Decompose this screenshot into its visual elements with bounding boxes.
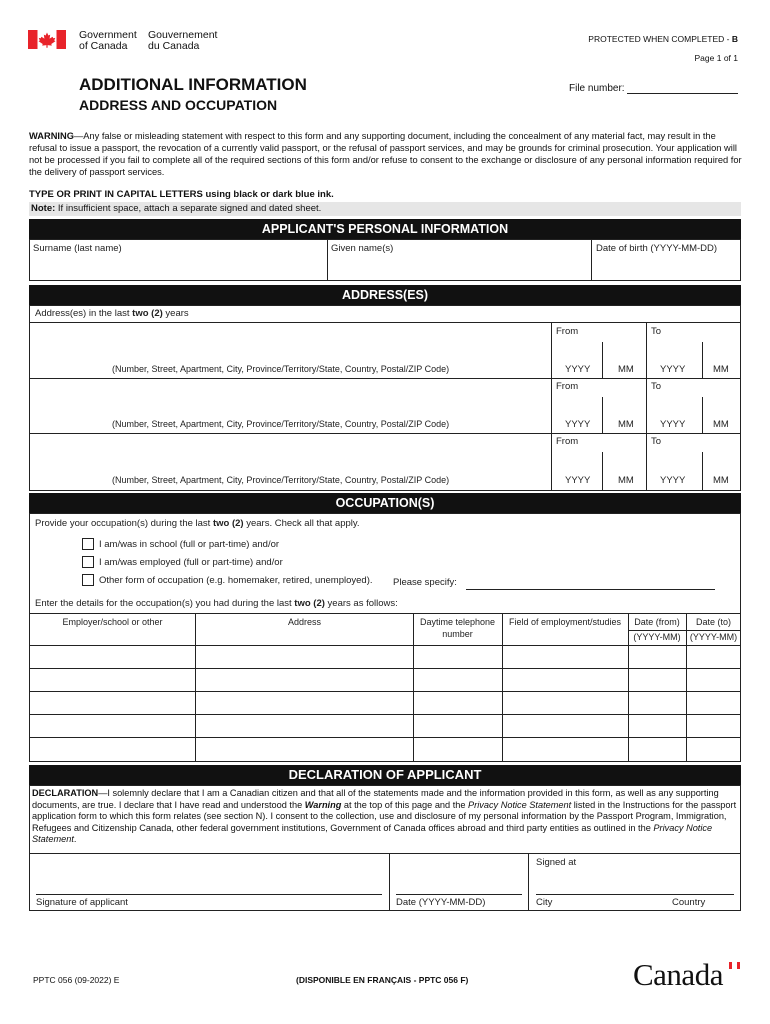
date-input[interactable] xyxy=(396,866,522,893)
col-phone-header-1: Daytime telephone xyxy=(419,617,496,627)
signed-at-label: Signed at xyxy=(536,857,577,868)
from-yyyy-label: YYYY xyxy=(565,364,591,375)
occupations-heading: OCCUPATION(S) xyxy=(29,493,741,513)
address-hint: (Number, Street, Apartment, City, Province/Territory/State, Country, Postal/ZIP Code) xyxy=(112,475,450,485)
note-bar xyxy=(29,202,741,216)
other-checkbox[interactable] xyxy=(82,574,94,586)
gov-fr-line-1: Gouvernement xyxy=(148,29,218,41)
occupations-details-intro: Enter the details for the occupation(s) you had during the last two (2) years as follows: xyxy=(35,598,398,609)
from-mm-label: MM xyxy=(618,419,634,430)
given-names-label: Given name(s) xyxy=(331,243,394,254)
french-availability: (DISPONIBLE EN FRANÇAIS - PPTC 056 F) xyxy=(296,975,469,985)
occupation-row-4[interactable] xyxy=(30,715,740,737)
page-title: ADDITIONAL INFORMATION xyxy=(79,75,307,94)
from-label: From xyxy=(556,436,579,447)
gov-en-line-1: Government xyxy=(79,29,137,41)
employed-option-label: I am/was employed (full or part-time) and/or xyxy=(99,557,283,568)
signature-input[interactable] xyxy=(36,866,382,893)
file-number-label: File number: xyxy=(569,83,625,94)
from-yyyy-label: YYYY xyxy=(565,419,591,430)
form-id: PPTC 056 (09-2022) E xyxy=(33,975,120,985)
gov-fr-line-2: du Canada xyxy=(148,40,200,52)
protected-label xyxy=(588,34,738,44)
please-specify-label: Please specify: xyxy=(393,577,457,588)
address-hint: (Number, Street, Apartment, City, Province/Territory/State, Country, Postal/ZIP Code) xyxy=(112,419,450,429)
canada-flag-icon xyxy=(28,30,66,49)
other-option-label: Other form of occupation (e.g. homemaker, retired, unemployed). xyxy=(99,575,373,586)
file-number-input[interactable] xyxy=(627,82,738,94)
occupations-intro: Provide your occupation(s) during the last two (2) years. Check all that apply. xyxy=(35,518,360,529)
warning-body: —Any false or misleading statement with respect to this form and any supporting document, including the concealment of any material fact, may result in the refusal to issue a passport, the revocation of a currently valid passport, or the refusal of passport services, and may be grounds for criminal prosecution. Your application will not be processed if you fail to complete all of the required sections of this form and/or refuse to consent to the exchange or disclosure of any personal information required for the delivery of passport services. xyxy=(29,131,742,177)
declaration-heading: DECLARATION OF APPLICANT xyxy=(29,765,741,785)
to-yyyy-label: YYYY xyxy=(660,364,686,375)
warning-text xyxy=(29,130,744,178)
surname-input[interactable] xyxy=(30,256,326,280)
to-mm-label: MM xyxy=(713,364,729,375)
note-lead: Note: xyxy=(31,203,56,214)
to-label: To xyxy=(651,326,662,337)
dob-label: Date of birth (YYYY-MM-DD) xyxy=(596,243,718,254)
col-employer-header: Employer/school or other xyxy=(62,617,163,627)
from-label: From xyxy=(556,381,579,392)
note-text: If insufficient space, attach a separate signed and dated sheet. xyxy=(55,203,322,214)
to-yyyy-label: YYYY xyxy=(660,419,686,430)
from-label: From xyxy=(556,326,579,337)
addresses-heading: ADDRESS(ES) xyxy=(29,285,741,305)
col-phone-header-2: number xyxy=(442,629,473,639)
canada-wordmark xyxy=(633,957,743,993)
school-checkbox[interactable] xyxy=(82,538,94,550)
from-yyyy-label: YYYY xyxy=(565,475,591,486)
col-date-to-header-2: (YYYY-MM) xyxy=(689,632,738,642)
personal-info-heading: APPLICANT'S PERSONAL INFORMATION xyxy=(29,219,741,239)
address-hint: (Number, Street, Apartment, City, Province/Territory/State, Country, Postal/ZIP Code) xyxy=(112,364,450,374)
to-mm-label: MM xyxy=(713,419,729,430)
declaration-lead: DECLARATION xyxy=(32,788,99,798)
wordmark-flag-icon xyxy=(729,962,740,969)
address-1-input[interactable] xyxy=(30,324,550,362)
occupation-row-2[interactable] xyxy=(30,669,740,691)
address-3-input[interactable] xyxy=(30,435,550,473)
page-subtitle: ADDRESS AND OCCUPATION xyxy=(79,97,278,113)
school-option-label: I am/was in school (full or part-time) and/or xyxy=(99,539,280,550)
col-date-to-header-1: Date (to) xyxy=(695,617,731,627)
col-date-from-header-2: (YYYY-MM) xyxy=(633,632,681,642)
given-names-input[interactable] xyxy=(328,256,590,280)
date-label: Date (YYYY-MM-DD) xyxy=(396,897,486,908)
to-yyyy-label: YYYY xyxy=(660,475,686,486)
col-date-from-header-1: Date (from) xyxy=(634,617,680,627)
protected-level: B xyxy=(731,34,738,44)
page-info: Page 1 of 1 xyxy=(694,53,738,63)
to-label: To xyxy=(651,381,662,392)
dob-input[interactable] xyxy=(592,256,740,280)
col-address-header: Address xyxy=(287,617,322,627)
city-label: City xyxy=(536,897,553,908)
signature-label: Signature of applicant xyxy=(36,897,128,908)
employed-checkbox[interactable] xyxy=(82,556,94,568)
addresses-intro: Address(es) in the last two (2) years xyxy=(35,308,189,319)
gov-en-line-2: of Canada xyxy=(79,40,128,52)
country-label: Country xyxy=(672,897,706,908)
city-input[interactable] xyxy=(536,872,664,893)
from-mm-label: MM xyxy=(618,364,634,375)
to-mm-label: MM xyxy=(713,475,729,486)
canada-wordmark-text: Canada xyxy=(633,957,723,992)
protected-prefix: PROTECTED WHEN COMPLETED - xyxy=(588,34,732,44)
occupation-row-5[interactable] xyxy=(30,738,740,761)
occupation-row-3[interactable] xyxy=(30,692,740,714)
address-2-input[interactable] xyxy=(30,380,550,417)
surname-label: Surname (last name) xyxy=(33,243,122,254)
occupation-row-1[interactable] xyxy=(30,646,740,668)
from-mm-label: MM xyxy=(618,475,634,486)
declaration-text: DECLARATION—I solemnly declare that I am a Canadian citizen and that all of the statements made and the information provided in this form, as well as any supporting documents, are true. I declare that I have read and understood the Warning at the top of this page and the Privacy Notice Statement listed in the Instructions for the passport application form to which this form relates (see section N). I consent to the collection, use and disclosure of my personal information by the Passport Program, Immigration, Refugees and Citizenship Canada, other federal government institutions, Government of Canada offices abroad and third party entities as outlined in the Privacy Notice Statement. xyxy=(32,788,737,844)
to-label: To xyxy=(651,436,662,447)
please-specify-input[interactable] xyxy=(466,578,715,590)
type-print-instruction: TYPE OR PRINT IN CAPITAL LETTERS using black or dark blue ink. xyxy=(29,189,334,200)
country-input[interactable] xyxy=(668,872,734,893)
warning-lead: WARNING xyxy=(29,131,74,141)
col-field-header: Field of employment/studies xyxy=(508,617,622,627)
